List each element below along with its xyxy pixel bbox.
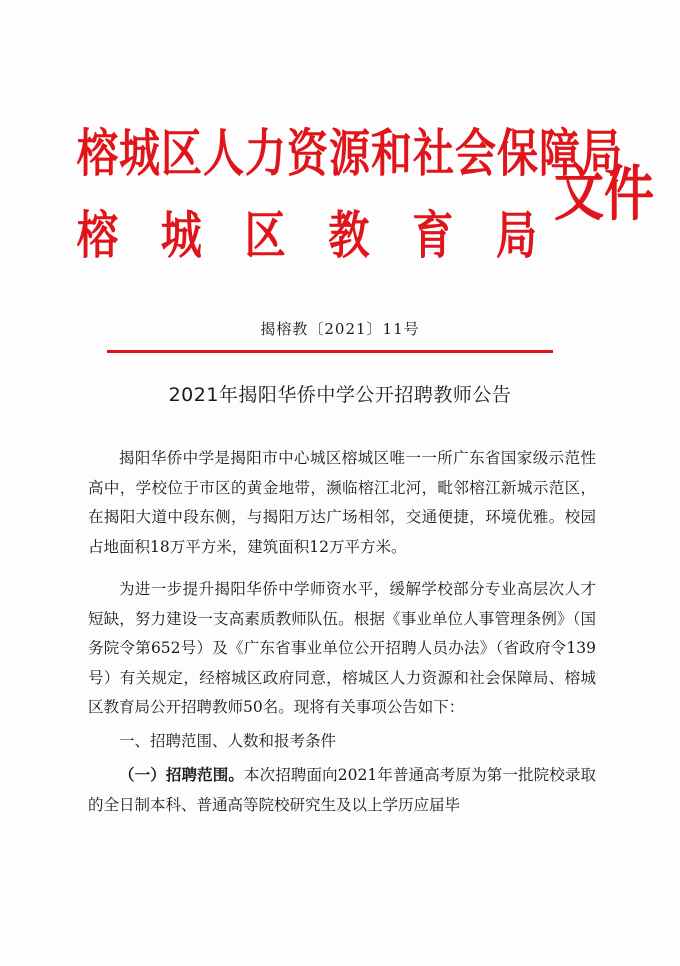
body-paragraph: 揭阳华侨中学是揭阳市中心城区榕城区唯一一所广东省国家级示范性高中，学校位于市区的黄金地带，濒临榕江北河，毗邻榕江新城示范区，在揭阳大道中段东侧，与揭阳万达广场相邻，交通便捷，环境优雅。校园占地面积18万平方米，建筑面积12万平方米。 xyxy=(88,449,596,556)
red-divider xyxy=(107,350,553,353)
issuing-org-line-2 xyxy=(77,194,537,268)
org2-char: 教 xyxy=(328,205,370,266)
document-title: 2021年揭阳华侨中学公开招聘教师公告 xyxy=(168,384,512,406)
org2-char: 局 xyxy=(495,205,537,266)
document-body xyxy=(88,444,596,833)
org2-char: 榕 xyxy=(77,205,118,266)
subsection-text: 本次招聘面向2021年普通高考原为第一批院校录取的全日制本科、普通高等院校研究生及以上学历应届毕 xyxy=(88,766,596,814)
document-type-label: 文件 xyxy=(554,159,654,229)
org2-char: 城 xyxy=(160,205,202,266)
body-paragraph xyxy=(88,760,596,820)
body-paragraph: 为进一步提升揭阳华侨中学师资水平，缓解学校部分专业高层次人才短缺，努力建设一支高素质教师队伍。根据《事业单位人事管理条例》（国务院令第652号）及《广东省事业单位公开招聘人员办法》（省政府令139号）有关规定，经榕城区政府同意，榕城区人力资源和社会保障局、榕城区教育局公开招聘教师50名。现将有关事项公告如下： xyxy=(88,580,596,716)
org2-char: 育 xyxy=(412,205,454,266)
subsection-label: （一）招聘范围。 xyxy=(119,765,245,784)
document-number: 揭榕教〔2021〕11号 xyxy=(260,320,420,338)
org2-char: 区 xyxy=(244,205,286,266)
section-heading: 一、招聘范围、人数和报考条件 xyxy=(119,731,337,750)
issuing-org-line-1: 榕城区人力资源和社会保障局 xyxy=(77,123,623,184)
